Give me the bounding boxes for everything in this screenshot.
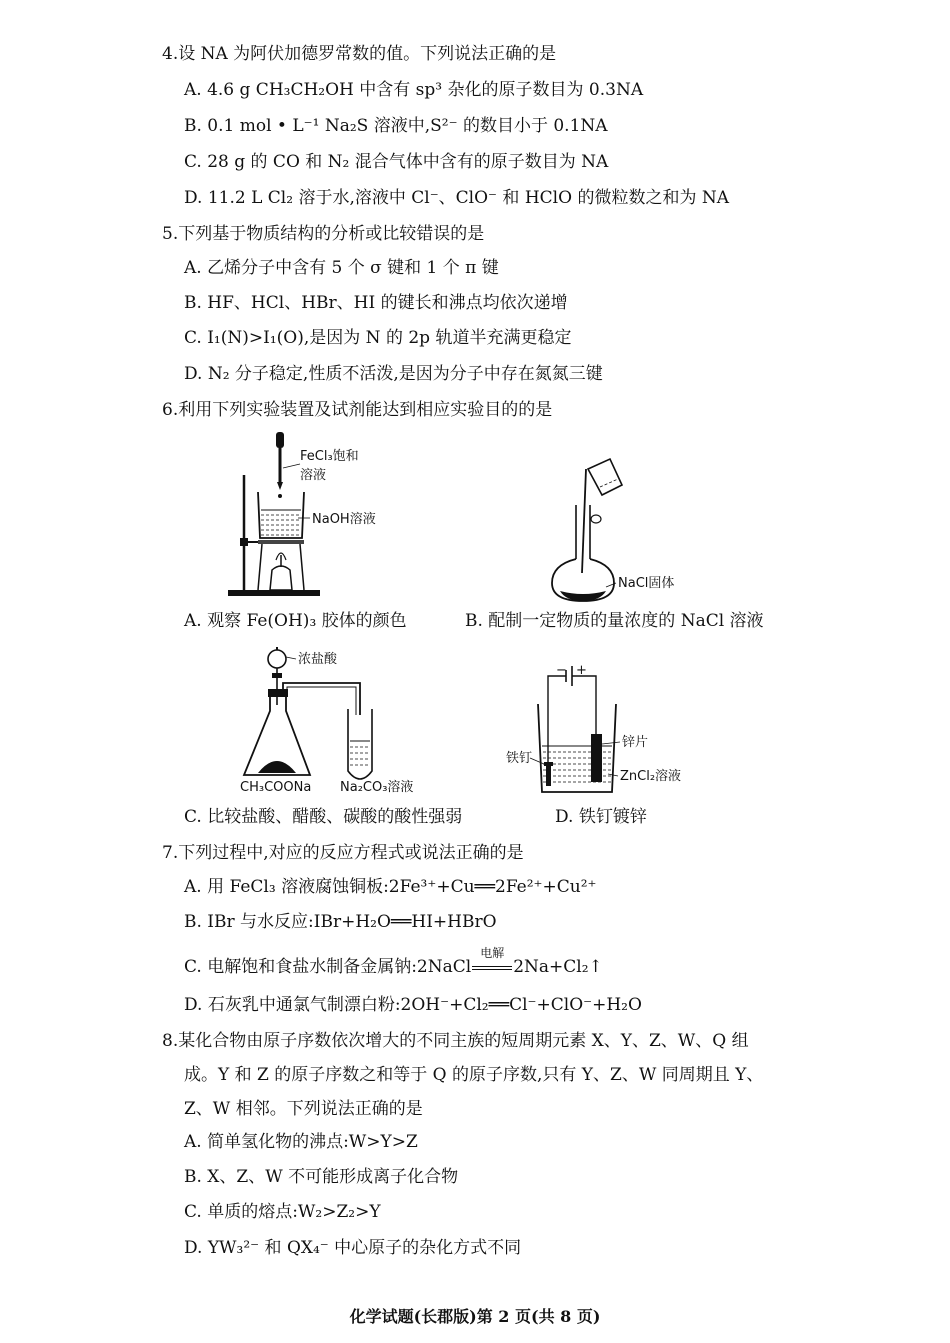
q5-stem: 5.下列基于物质结构的分析或比较错误的是 (162, 224, 485, 244)
figure-b-label-nacl: NaCl固体 (618, 576, 675, 591)
figure-d-apparatus (500, 662, 690, 797)
q5-option-a: A. 乙烯分子中含有 5 个 σ 键和 1 个 π 键 (184, 258, 499, 278)
page-footer: 化学试题(长郡版)第 2 页(共 8 页) (349, 1307, 601, 1326)
q8-option-c: C. 单质的熔点:W₂>Z₂>Y (184, 1202, 381, 1222)
q8-stem-line1: 8.某化合物由原子序数依次增大的不同主族的短周期元素 X、Y、Z、W、Q 组 (162, 1031, 749, 1051)
figure-b-caption: B. 配制一定物质的量浓度的 NaCl 溶液 (465, 611, 764, 631)
figure-a-label-fecl3: FeCl₃饱和 (300, 449, 359, 464)
figure-c-label-hcl: 浓盐酸 (298, 652, 338, 667)
q4-stem: 4.设 NA 为阿伏加德罗常数的值。下列说法正确的是 (162, 44, 557, 64)
q4-option-b: B. 0.1 mol • L⁻¹ Na₂S 溶液中,S²⁻ 的数目小于 0.1NA (184, 116, 608, 136)
q6-stem: 6.利用下列实验装置及试剂能达到相应实验目的的是 (162, 400, 553, 420)
q5-option-c: C. I₁(N)>I₁(O),是因为 N 的 2p 轨道半充满更稳定 (184, 328, 572, 348)
q7-option-a: A. 用 FeCl₃ 溶液腐蚀铜板:2Fe³⁺+Cu══2Fe²⁺+Cu²⁺ (184, 877, 597, 897)
figure-a-label-naoh: NaOH溶液 (312, 512, 376, 527)
q4-option-a: A. 4.6 g CH₃CH₂OH 中含有 sp³ 杂化的原子数目为 0.3NA (184, 80, 644, 100)
q7-option-c-products: 2Na+Cl₂↑ (513, 957, 603, 977)
q8-stem-line3: Z、W 相邻。下列说法正确的是 (184, 1099, 423, 1119)
figure-a-caption: A. 观察 Fe(OH)₃ 胶体的颜色 (184, 611, 407, 631)
figure-d-caption: D. 铁钉镀锌 (555, 807, 647, 827)
q7-option-c (184, 946, 603, 979)
q4-option-c: C. 28 g 的 CO 和 N₂ 混合气体中含有的原子数目为 NA (184, 152, 609, 172)
q4-option-d: D. 11.2 L Cl₂ 溶于水,溶液中 Cl⁻、ClO⁻ 和 HClO 的微粒数之和为 NA (184, 188, 729, 208)
figure-c-caption: C. 比较盐酸、醋酸、碳酸的酸性强弱 (184, 807, 463, 827)
figure-d-label-zncl2: ZnCl₂溶液 (620, 769, 682, 784)
q7-option-d: D. 石灰乳中通氯气制漂白粉:2OH⁻+Cl₂══Cl⁻+ClO⁻+H₂O (184, 995, 642, 1015)
electrolysis-arrow (471, 946, 513, 979)
figure-d-label-iron-nail: 铁钉 (506, 751, 533, 766)
q5-option-d: D. N₂ 分子稳定,性质不活泼,是因为分子中存在氮氮三键 (184, 364, 603, 384)
q8-option-d: D. YW₃²⁻ 和 QX₄⁻ 中心原子的杂化方式不同 (184, 1238, 522, 1258)
figure-c-label-na2co3: Na₂CO₃溶液 (340, 780, 414, 795)
figure-b-apparatus (550, 455, 720, 605)
figure-d-minus-sign: − (556, 663, 567, 678)
q7-option-c-condition: 电解 (480, 946, 505, 960)
figure-d-label-zinc: 锌片 (622, 735, 649, 750)
q7-option-c-prefix: C. 电解饱和食盐水制备金属钠:2NaCl (184, 957, 472, 977)
q7-stem: 7.下列过程中,对应的反应方程式或说法正确的是 (162, 843, 524, 863)
figure-c-apparatus (230, 645, 430, 795)
q7-option-b: B. IBr 与水反应:IBr+H₂O══HI+HBrO (184, 912, 497, 932)
q8-option-a: A. 简单氢化物的沸点:W>Y>Z (184, 1132, 418, 1152)
q8-stem-line2: 成。Y 和 Z 的原子序数之和等于 Q 的原子序数,只有 Y、Z、W 同周期且 Y、 (184, 1065, 764, 1085)
figure-a-label-solution: 溶液 (300, 468, 327, 483)
q5-option-b: B. HF、HCl、HBr、HI 的键长和沸点均依次递增 (184, 293, 568, 313)
figure-c-label-ch3coona: CH₃COONa (240, 780, 312, 795)
figure-a-apparatus (220, 430, 420, 605)
q8-option-b: B. X、Z、W 不可能形成离子化合物 (184, 1167, 459, 1187)
figure-d-plus-sign: + (576, 663, 587, 678)
